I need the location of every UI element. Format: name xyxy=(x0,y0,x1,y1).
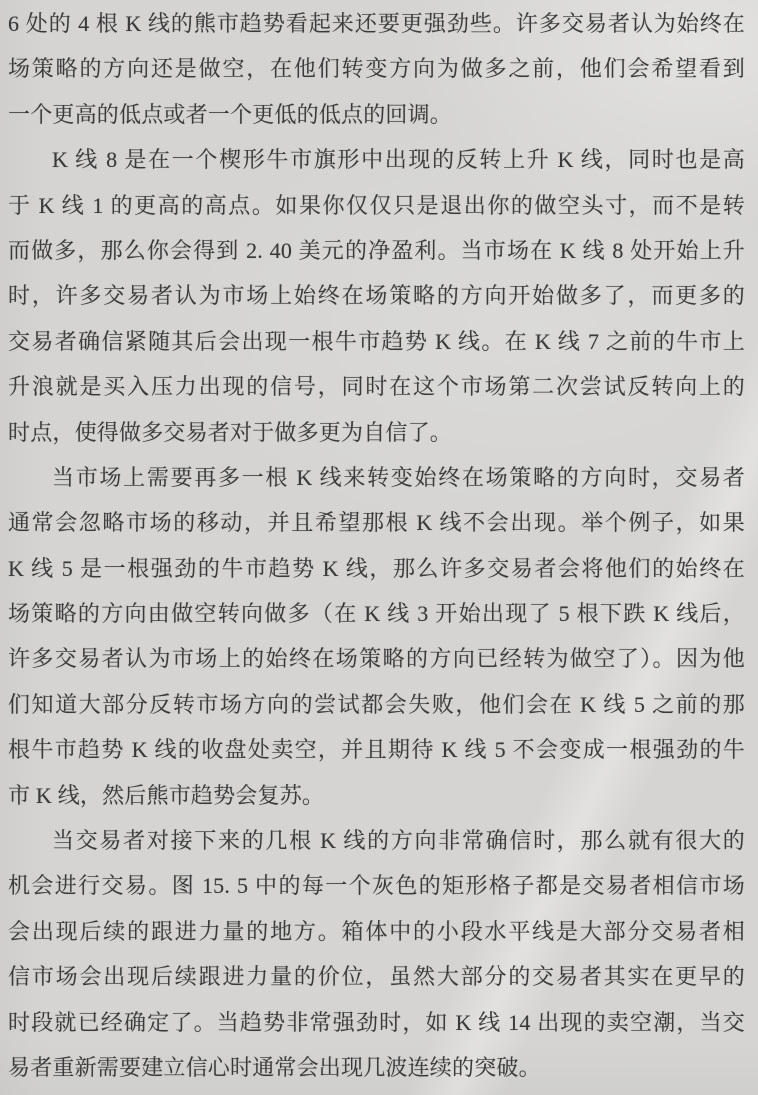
text-line: K 线 5 是一根强劲的牛市趋势 K 线，那么许多交易者会将他们的始终在 xyxy=(8,555,745,581)
text-line: 机会进行交易。图 15. 5 中的每一个灰色的矩形格子都是交易者相信市场 xyxy=(8,873,745,899)
paragraph xyxy=(8,137,745,455)
text-line: 场策略的方向还是做空，在他们转变方向为做多之前，他们会希望看到 xyxy=(8,56,745,82)
text-line: 许多交易者认为市场上的始终在场策略的方向已经转为做空了）。因为他 xyxy=(8,646,745,672)
paragraph xyxy=(8,455,745,818)
paragraph xyxy=(8,818,745,1090)
text-line: 根牛市趋势 K 线的收盘处卖空，并且期待 K 线 5 不会变成一根强劲的牛 xyxy=(8,737,745,763)
text-line: 时段就已经确定了。当趋势非常强劲时，如 K 线 14 出现的卖空潮，当交 xyxy=(8,1009,745,1035)
paragraph xyxy=(8,1,745,137)
text-line: 会出现后续的跟进力量的地方。箱体中的小段水平线是大部分交易者相 xyxy=(8,918,745,944)
text-line: 时，许多交易者认为市场上始终在场策略的方向开始做多了，而更多的 xyxy=(8,283,745,309)
text-line: 场策略的方向由做空转向做多（在 K 线 3 开始出现了 5 根下跌 K 线后， xyxy=(8,601,745,627)
text-line: 6 处的 4 根 K 线的熊市趋势看起来还要更强劲些。许多交易者认为始终在 xyxy=(8,11,745,36)
text-line: 升浪就是买入压力出现的信号，同时在这个市场第二次尝试反转向上的 xyxy=(8,374,745,400)
text-line: 于 K 线 1 的更高的高点。如果你仅仅只是退出你的做空头寸，而不是转 xyxy=(8,192,745,218)
text-line: 们知道大部分反转市场方向的尝试都会失败，他们会在 K 线 5 之前的那 xyxy=(8,691,745,717)
text-line: 当交易者对接下来的几根 K 线的方向非常确信时，那么就有很大的 xyxy=(52,828,745,854)
text-line: 一个更高的低点或者一个更低的低点的回调。 xyxy=(8,101,453,127)
text-line: 通常会忽略市场的移动，并且希望那根 K 线不会出现。举个例子，如果 xyxy=(8,510,745,536)
text-line: K 线 8 是在一个楔形牛市旗形中出现的反转上升 K 线，同时也是高 xyxy=(52,147,745,173)
text-line: 市 K 线，然后熊市趋势会复苏。 xyxy=(8,782,325,808)
text-line: 而做多，那么你会得到 2. 40 美元的净盈利。当市场在 K 线 8 处开始上升 xyxy=(8,237,745,263)
text-line: 交易者确信紧随其后会出现一根牛市趋势 K 线。在 K 线 7 之前的牛市上 xyxy=(8,328,745,354)
text-line: 当市场上需要再多一根 K 线来转变始终在场策略的方向时，交易者 xyxy=(52,464,745,490)
text-line: 时点，使得做多交易者对于做多更为自信了。 xyxy=(8,419,453,445)
page-text xyxy=(8,1,745,1090)
text-line: 信市场会出现后续跟进力量的价位，虽然大部分的交易者其实在更早的 xyxy=(8,964,745,990)
text-line: 易者重新需要建立信心时通常会出现几波连续的突破。 xyxy=(8,1054,541,1080)
